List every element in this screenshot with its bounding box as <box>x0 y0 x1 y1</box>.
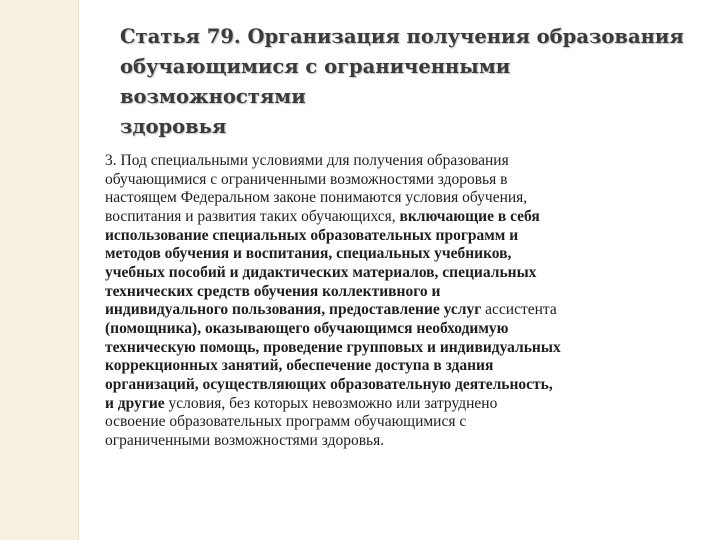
paragraph-line: методов обучения и воспитания, специальных учебников, <box>105 245 512 263</box>
paragraph-line <box>105 208 703 227</box>
bold-text: включающие в себя <box>399 207 540 225</box>
paragraph-line: ограниченными возможностями здоровья. <box>105 431 385 449</box>
paragraph-line: технических средств обучения коллективного и <box>105 282 441 300</box>
paragraph-line: 3. Под специальными условиями для получения образования <box>105 152 509 169</box>
article-paragraph <box>105 152 703 451</box>
left-decorative-strip <box>0 0 79 540</box>
paragraph-line: коррекционных занятий, обеспечение доступа в здания <box>105 357 494 375</box>
regular-text: воспитания и развития таких обучающихся, <box>105 207 400 225</box>
paragraph-line <box>105 301 703 320</box>
title-line: Статья 79. Организация получения образования <box>120 25 684 48</box>
bold-text: индивидуального пользования, предоставление услуг <box>105 301 486 319</box>
title-line: здоровья <box>120 115 227 138</box>
paragraph-line <box>105 395 703 414</box>
regular-text: условия, без которых невозможно или затруднено <box>168 394 498 412</box>
regular-text: ассистента <box>485 301 557 319</box>
slide-title <box>120 22 690 142</box>
bold-text: и другие <box>105 394 169 412</box>
paragraph-line: организаций, осуществляющих образовательную деятельность, <box>105 375 553 393</box>
paragraph-line: освоение образовательных программ обучающимися с <box>105 413 467 431</box>
paragraph-line: обучающимися с ограниченными возможностями здоровья в <box>105 170 508 188</box>
paragraph-line: (помощника), оказывающего обучающимся необходимую <box>105 319 509 337</box>
title-line: обучающимися с ограниченными возможностями <box>120 55 511 108</box>
paragraph-line: учебных пособий и дидактических материалов, специальных <box>105 263 537 281</box>
paragraph-line: настоящем Федеральном законе понимаются условия обучения, <box>105 189 528 207</box>
paragraph-line: использование специальных образовательных программ и <box>105 226 519 244</box>
paragraph-line: техническую помощь, проведение групповых и индивидуальных <box>105 338 561 356</box>
